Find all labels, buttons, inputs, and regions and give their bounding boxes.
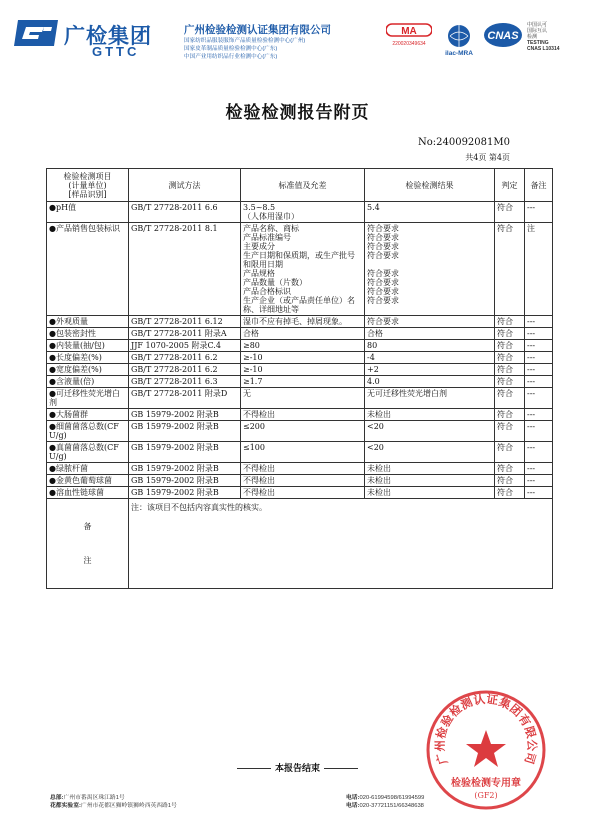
result-line: 符合要求 xyxy=(367,233,399,242)
cell-standard xyxy=(241,409,365,421)
cell-note: --- xyxy=(525,442,553,463)
cell-note: --- xyxy=(525,376,553,388)
result-line: 合格 xyxy=(367,329,383,338)
result-line: 5.4 xyxy=(367,203,380,212)
footer-tel2-label: 电话: xyxy=(346,803,360,809)
cell-note: --- xyxy=(525,421,553,442)
report-header xyxy=(0,0,595,78)
cell-result xyxy=(365,409,495,421)
cell-note: --- xyxy=(525,352,553,364)
cell-note: --- xyxy=(525,316,553,328)
cell-standard xyxy=(241,352,365,364)
cell-item: ●大肠菌群 xyxy=(47,409,129,421)
cell-result xyxy=(365,328,495,340)
cell-standard xyxy=(241,475,365,487)
standard-line: 不得检出 xyxy=(243,488,275,497)
cell-verdict: 符合 xyxy=(495,421,525,442)
cell-method: GB 15979-2002 附录B xyxy=(129,409,241,421)
standard-line: 无 xyxy=(243,389,251,398)
standard-line: 产品合格标识 xyxy=(243,287,291,296)
report-end-marker xyxy=(0,761,595,774)
standard-line: 产品标准编号 xyxy=(243,233,291,242)
cnas-line-2: 国际互认 xyxy=(527,28,548,34)
cell-verdict: 符合 xyxy=(495,463,525,475)
cell-method: GB/T 27728-2011 6.2 xyxy=(129,364,241,376)
standard-line: 不得检出 xyxy=(243,476,275,485)
table-row xyxy=(47,352,553,364)
cell-standard xyxy=(241,442,365,463)
cell-item: ●pH值 xyxy=(47,202,129,223)
table-body xyxy=(47,202,553,499)
cell-method: GB 15979-2002 附录B xyxy=(129,487,241,499)
cell-note: --- xyxy=(525,202,553,223)
seal-center-text: 检验检测专用章 xyxy=(451,778,521,789)
table-row xyxy=(47,409,553,421)
result-line: 80 xyxy=(367,341,378,350)
result-line: 符合要求 xyxy=(367,269,399,278)
ilac-text: ilac-MRA xyxy=(445,50,473,57)
cell-method: GB/T 27728-2011 6.3 xyxy=(129,376,241,388)
cell-verdict: 符合 xyxy=(495,202,525,223)
cell-result xyxy=(365,421,495,442)
result-line: 符合要求 xyxy=(367,296,399,305)
standard-line: 产品规格 xyxy=(243,269,275,278)
standard-line: 合格 xyxy=(243,329,259,338)
cell-note: --- xyxy=(525,364,553,376)
standard-line: 生产企业（或产品责任单位）名称、详细地址等 xyxy=(243,296,355,314)
cell-standard xyxy=(241,463,365,475)
cell-note: --- xyxy=(525,487,553,499)
cell-note: --- xyxy=(525,463,553,475)
cell-item: ●产品销售包装标识 xyxy=(47,223,129,316)
result-line: 未检出 xyxy=(367,476,391,485)
cell-item: ●细菌菌落总数(CFU/g) xyxy=(47,421,129,442)
remark-text: 注：该项目不包括内容真实性的核实。 xyxy=(129,499,553,589)
cell-verdict: 符合 xyxy=(495,442,525,463)
seal-arc-text: 广州检验检测认证集团有限公司 xyxy=(432,691,540,767)
footer-addr-label: 总部: xyxy=(50,795,64,801)
cell-item: ●包装密封性 xyxy=(47,328,129,340)
cell-verdict: 符合 xyxy=(495,409,525,421)
standard-line: 产品数量（片数） xyxy=(243,278,307,287)
cell-standard xyxy=(241,421,365,442)
cell-note: --- xyxy=(525,388,553,409)
cell-item: ●长度偏差(%) xyxy=(47,352,129,364)
brand-abbrev: GTTC xyxy=(92,44,140,59)
cell-standard xyxy=(241,364,365,376)
page-footer xyxy=(50,794,550,810)
cell-standard xyxy=(241,316,365,328)
header-method: 测试方法 xyxy=(129,169,241,202)
table-row xyxy=(47,328,553,340)
result-line: 符合要求 xyxy=(367,224,399,233)
cell-method: GB 15979-2002 附录B xyxy=(129,442,241,463)
cell-method: GB 15979-2002 附录B xyxy=(129,475,241,487)
cell-note: --- xyxy=(525,340,553,352)
result-line: 符合要求 xyxy=(367,242,399,251)
standard-line: 主要成分 xyxy=(243,242,275,251)
cell-method: GB/T 27728-2011 6.6 xyxy=(129,202,241,223)
standard-line: 湿巾不应有掉毛、掉屑现象。 xyxy=(243,317,347,326)
cell-verdict: 符合 xyxy=(495,223,525,316)
footer-row-2 xyxy=(50,802,550,810)
remark-label xyxy=(47,499,129,589)
table-row xyxy=(47,475,553,487)
header-result: 检验检测结果 xyxy=(365,169,495,202)
table-row xyxy=(47,463,553,475)
standard-line: ≥80 xyxy=(243,341,260,350)
remark-label-2: 注 xyxy=(83,555,92,565)
table-row xyxy=(47,364,553,376)
cnas-line-5: CNAS L10314 xyxy=(527,46,560,52)
result-line: 未检出 xyxy=(367,488,391,497)
cell-standard xyxy=(241,223,365,316)
cell-standard xyxy=(241,202,365,223)
footer-addr2: 广州市花都区狮岭镇狮岭西英西路1号 xyxy=(80,803,177,809)
result-line: <20 xyxy=(367,443,384,452)
cell-item: ●溶血性链球菌 xyxy=(47,487,129,499)
cell-standard xyxy=(241,388,365,409)
header-standard: 标准值及允差 xyxy=(241,169,365,202)
cell-result xyxy=(365,352,495,364)
standard-line: 产品名称、商标 xyxy=(243,224,299,233)
standard-line: ≤200 xyxy=(243,422,265,431)
cell-method: GB/T 27728-2011 6.2 xyxy=(129,352,241,364)
cnas-mark-icon xyxy=(483,22,523,48)
cell-verdict: 符合 xyxy=(495,364,525,376)
cnas-accreditation-text xyxy=(527,22,589,52)
gttc-logo-icon xyxy=(14,18,60,48)
cell-standard xyxy=(241,340,365,352)
cell-method: JJF 1070-2005 附录C.4 xyxy=(129,340,241,352)
cell-result xyxy=(365,442,495,463)
cell-standard xyxy=(241,328,365,340)
cell-result xyxy=(365,223,495,316)
cell-method: GB 15979-2002 附录B xyxy=(129,463,241,475)
result-line: 符合要求 xyxy=(367,278,399,287)
cell-verdict: 符合 xyxy=(495,475,525,487)
cell-item: ●绿脓杆菌 xyxy=(47,463,129,475)
page-number: 共4页 第4页 xyxy=(465,153,510,162)
report-number: No:240092081M0 xyxy=(417,137,510,148)
cell-note: --- xyxy=(525,328,553,340)
cell-result xyxy=(365,316,495,328)
remark-row xyxy=(47,499,553,589)
cell-method: GB/T 27728-2011 8.1 xyxy=(129,223,241,316)
table-row xyxy=(47,388,553,409)
footer-addr2-label: 花都实验室: xyxy=(50,803,81,809)
cell-method: GB 15979-2002 附录B xyxy=(129,421,241,442)
result-line: 未检出 xyxy=(367,410,391,419)
result-line: 符合要求 xyxy=(367,251,399,260)
cell-standard xyxy=(241,487,365,499)
header-verdict: 判定 xyxy=(495,169,525,202)
brand-name: 广检集团 xyxy=(64,25,152,48)
table-row xyxy=(47,442,553,463)
cell-verdict: 符合 xyxy=(495,376,525,388)
result-line: <20 xyxy=(367,422,384,431)
standard-line: 不得检出 xyxy=(243,464,275,473)
result-line: 符合要求 xyxy=(367,287,399,296)
cell-result xyxy=(365,475,495,487)
standard-line: ≥1.7 xyxy=(243,377,263,386)
cell-result xyxy=(365,340,495,352)
cnas-line-3: 检测 xyxy=(527,34,538,40)
cell-item: ●金黄色葡萄球菌 xyxy=(47,475,129,487)
result-line: +2 xyxy=(367,365,379,374)
cell-verdict: 符合 xyxy=(495,316,525,328)
cell-note: --- xyxy=(525,475,553,487)
organization-sub-3: 中国产业用纺织品行业检测中心(广东) xyxy=(184,54,278,60)
cell-note: --- xyxy=(525,409,553,421)
cell-result xyxy=(365,364,495,376)
cell-verdict: 符合 xyxy=(495,388,525,409)
cnas-line-1: 中国认可 xyxy=(527,22,548,28)
cell-verdict: 符合 xyxy=(495,340,525,352)
results-table xyxy=(46,168,553,589)
cell-result xyxy=(365,487,495,499)
page-title: 检验检测报告附页 xyxy=(225,103,370,123)
result-line xyxy=(367,260,492,269)
footer-tel-label: 电话: xyxy=(346,795,360,801)
header-note: 备注 xyxy=(525,169,553,202)
cell-note: 注 xyxy=(525,223,553,316)
standard-line: 不得检出 xyxy=(243,410,275,419)
cell-result xyxy=(365,388,495,409)
cnas-text: CNAS xyxy=(487,30,519,42)
footer-row-1 xyxy=(50,794,550,802)
report-end-text: 本报告结束 xyxy=(274,764,320,774)
result-line: 无可迁移性荧光增白剂 xyxy=(367,389,447,398)
header-item: 检验检测项目 (计量单位) [样品识别] xyxy=(47,169,129,202)
seal-code: (GF2) xyxy=(474,791,498,800)
result-line: -4 xyxy=(367,353,375,362)
standard-line: 3.5~8.5 xyxy=(243,203,276,212)
cell-method: GB/T 27728-2011 附录A xyxy=(129,328,241,340)
standard-line: （人体用湿巾） xyxy=(243,212,299,221)
footer-tel2: 020-37721151/66348638 xyxy=(359,803,424,809)
cell-item: ●内装量(抽/包) xyxy=(47,340,129,352)
cma-mark-icon xyxy=(386,22,432,48)
standard-line: 生产日期和保质期，或生产批号和限用日期 xyxy=(243,251,355,269)
table-row xyxy=(47,487,553,499)
cell-item: ●宽度偏差(%) xyxy=(47,364,129,376)
cell-item: ●可迁移性荧光增白剂 xyxy=(47,388,129,409)
result-line: 符合要求 xyxy=(367,317,399,326)
table-row xyxy=(47,316,553,328)
cell-method: GB/T 27728-2011 附录D xyxy=(129,388,241,409)
standard-line: ≤100 xyxy=(243,443,265,452)
cell-item: ●外观质量 xyxy=(47,316,129,328)
table-row xyxy=(47,340,553,352)
organization-block xyxy=(184,22,384,61)
cell-item: ●真菌菌落总数(CFU/g) xyxy=(47,442,129,463)
cell-verdict: 符合 xyxy=(495,352,525,364)
remark-label-1: 备 xyxy=(83,521,92,531)
footer-tel: 020-61994598/61994599 xyxy=(359,795,425,801)
result-line: 4.0 xyxy=(367,377,380,386)
cell-verdict: 符合 xyxy=(495,487,525,499)
cma-text: MA xyxy=(401,26,417,37)
standard-line: ≥-10 xyxy=(243,353,263,362)
cma-number: 220020349634 xyxy=(392,41,426,47)
footer-addr: 广州市番禺区珠江路1号 xyxy=(63,795,125,801)
standard-line: ≥-10 xyxy=(243,365,263,374)
cell-result xyxy=(365,376,495,388)
ilac-mra-mark-icon xyxy=(440,22,478,58)
table-header-row xyxy=(47,169,553,202)
cell-method: GB/T 27728-2011 6.12 xyxy=(129,316,241,328)
table-row xyxy=(47,223,553,316)
organization-sub-2: 国家皮革制品质量检验检测中心(广东) xyxy=(184,46,278,52)
cell-result xyxy=(365,202,495,223)
cell-verdict: 符合 xyxy=(495,328,525,340)
organization-name: 广州检验检测认证集团有限公司 xyxy=(184,24,331,36)
cell-item: ●含液量(倍) xyxy=(47,376,129,388)
table-row xyxy=(47,202,553,223)
table-row xyxy=(47,376,553,388)
table-row xyxy=(47,421,553,442)
cell-standard xyxy=(241,376,365,388)
cnas-line-4: TESTING xyxy=(527,40,549,46)
cell-result xyxy=(365,463,495,475)
result-line: 未检出 xyxy=(367,464,391,473)
organization-sub-1: 国家纺织品服装服饰产品质量检验检测中心(广州) xyxy=(184,38,306,44)
